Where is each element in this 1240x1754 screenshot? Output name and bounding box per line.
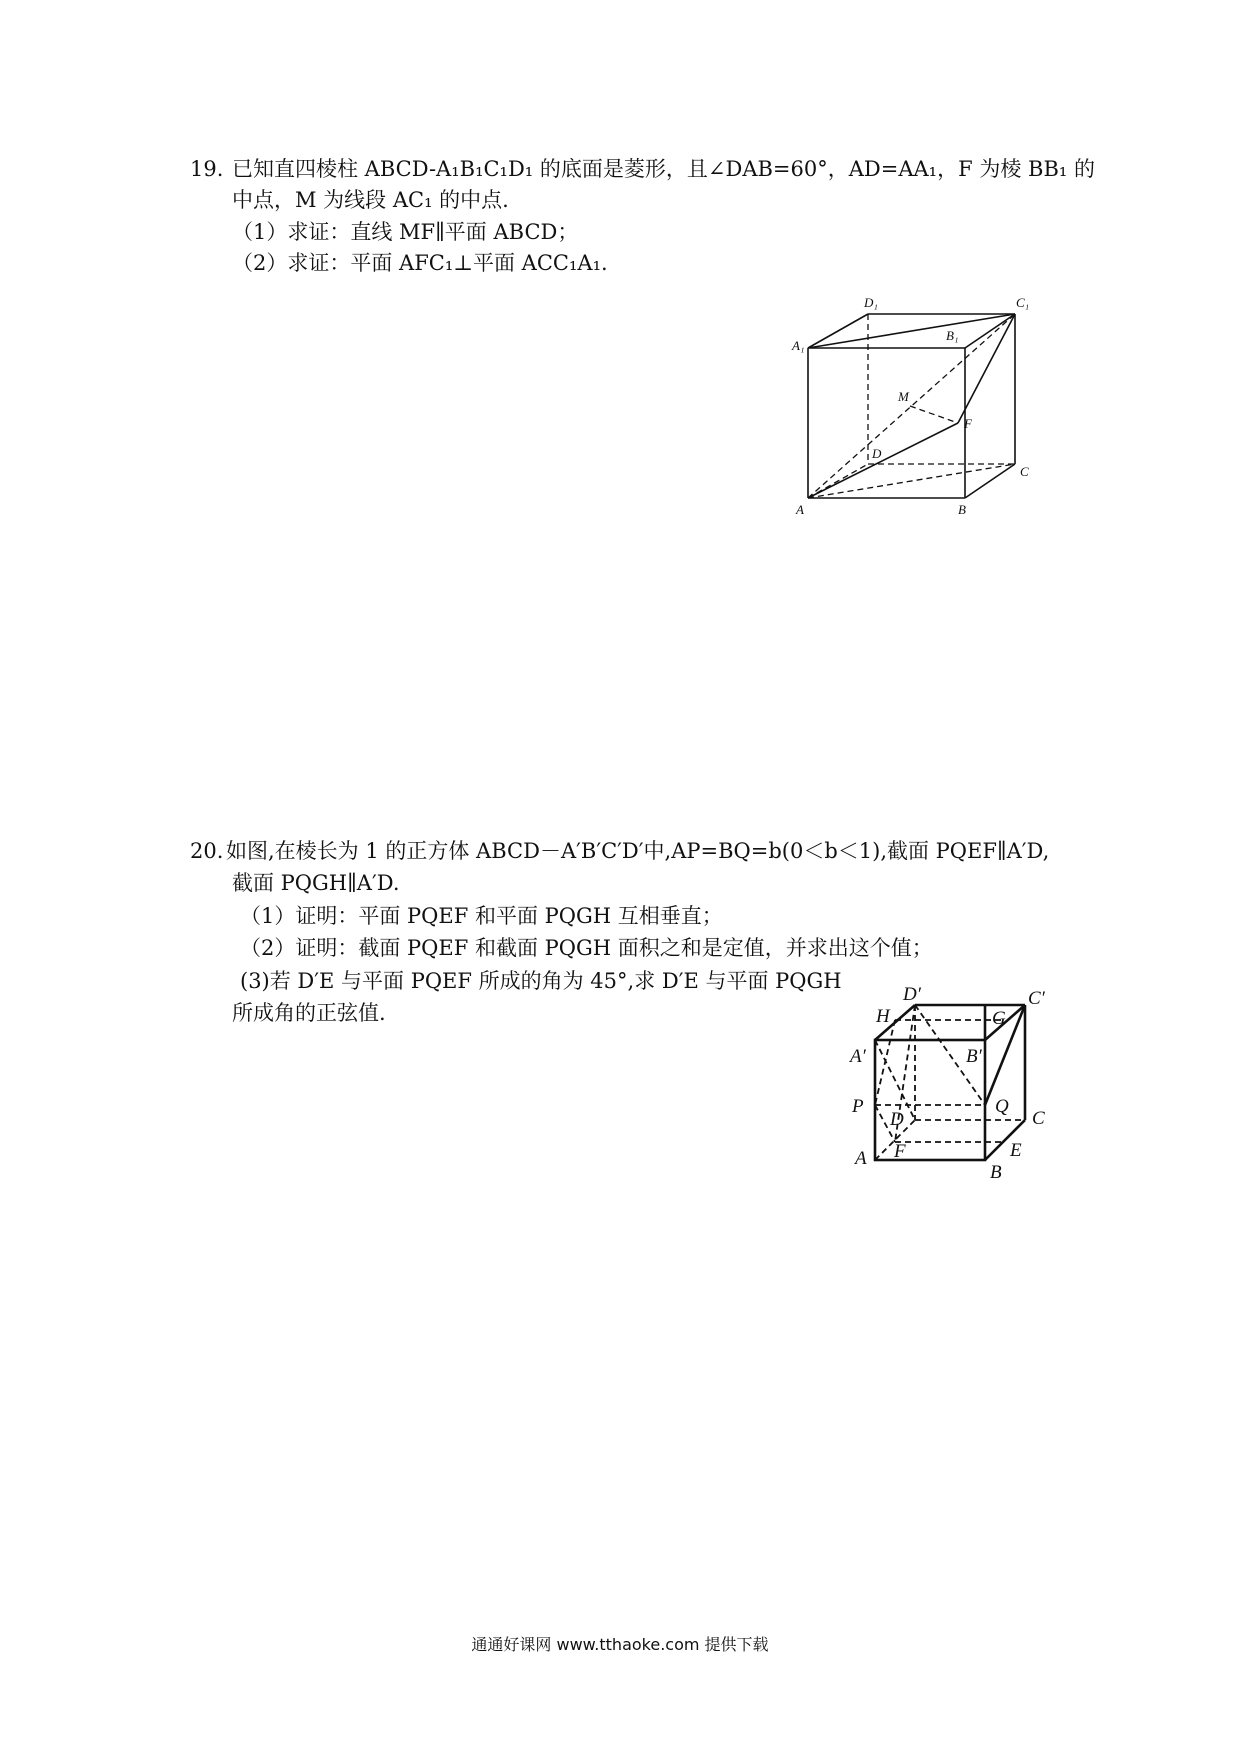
label-A: A [855, 1148, 867, 1169]
label-A1: A₁ [792, 338, 805, 353]
label-C: C [1020, 464, 1029, 479]
label-M: M [898, 389, 909, 404]
problem-20-part1: （1）证明：平面 PQEF 和平面 PQGH 互相垂直； [240, 904, 723, 928]
problem-19-prism-figure [780, 285, 1050, 525]
label-D1: D₁ [864, 295, 878, 310]
problem-20-number: 20. [190, 839, 224, 863]
label-Q: Q [995, 1096, 1009, 1117]
label-C1: C₁ [1016, 295, 1030, 310]
problem-20-part3-continued: 所成角的正弦值. [232, 1001, 386, 1025]
label-F: F [894, 1141, 906, 1162]
footer-source: 通通好课网 www.tthaoke.com 提供下载 [471, 1635, 769, 1654]
problem-20-statement-line1: 如图,在棱长为 1 的正方体 ABCD－A′B′C′D′中,AP=BQ=b(0＜b＜1),截面 PQEF∥A′D, [226, 839, 1050, 863]
problem-20-cube-figure [845, 980, 1060, 1180]
label-C-prime: C′ [1028, 988, 1045, 1009]
label-A: A [796, 502, 804, 517]
label-E: E [1010, 1140, 1022, 1161]
problem-19-statement-line2: 中点，M 为线段 AC₁ 的中点. [232, 188, 509, 212]
label-B1: B₁ [946, 328, 959, 343]
label-D: D [872, 446, 882, 461]
label-B: B [990, 1162, 1002, 1180]
label-F: F [964, 416, 972, 431]
label-B-prime: B′ [966, 1046, 982, 1067]
label-C: C [1032, 1108, 1045, 1129]
label-A-prime: A′ [850, 1046, 866, 1067]
label-D-prime: D′ [903, 984, 921, 1005]
problem-20-part3: (3)若 D′E 与平面 PQEF 所成的角为 45°,求 D′E 与平面 PQGH [240, 969, 842, 993]
problem-19-statement-line1: 已知直四棱柱 ABCD-A₁B₁C₁D₁ 的底面是菱形，且∠DAB=60°，AD=AA₁，F 为棱 BB₁ 的 [232, 157, 1095, 181]
label-G: G [992, 1008, 1006, 1029]
problem-20-part2: （2）证明：截面 PQEF 和截面 PQGH 面积之和是定值，并求出这个值； [240, 936, 933, 960]
label-P: P [852, 1096, 864, 1117]
problem-19-part2: （2）求证：平面 AFC₁⊥平面 ACC₁A₁. [232, 251, 608, 275]
problem-20-statement-line2: 截面 PQGH∥A′D. [232, 871, 400, 895]
label-H: H [876, 1006, 890, 1027]
problem-19-part1: （1）求证：直线 MF∥平面 ABCD； [232, 220, 579, 244]
problem-19-number: 19. [190, 157, 224, 181]
label-B: B [958, 502, 966, 517]
label-D: D [890, 1109, 904, 1130]
